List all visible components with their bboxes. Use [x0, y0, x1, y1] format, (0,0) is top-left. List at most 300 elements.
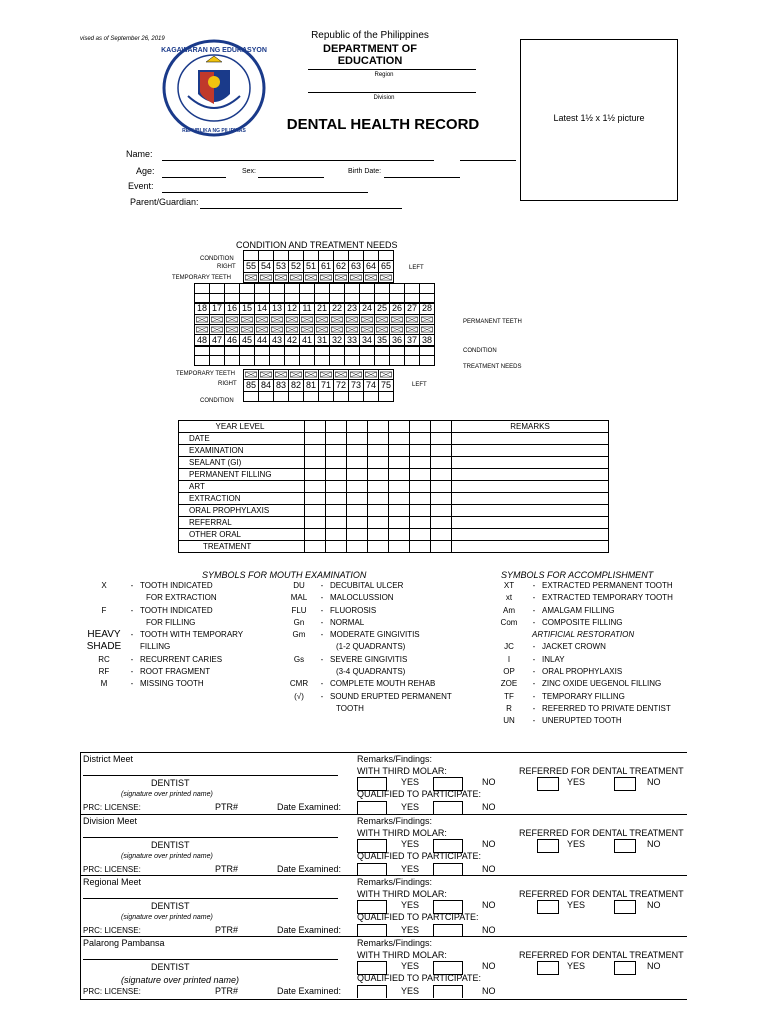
- year-cell[interactable]: [410, 457, 431, 469]
- year-cell[interactable]: [347, 493, 368, 505]
- qualified-no-box[interactable]: [433, 801, 463, 814]
- year-row-label: ART: [179, 481, 305, 493]
- chart-cell[interactable]: [244, 392, 259, 402]
- year-cell[interactable]: [326, 421, 347, 433]
- year-cell[interactable]: [305, 469, 326, 481]
- remarks-cell[interactable]: [452, 517, 609, 529]
- chart-cell[interactable]: [319, 392, 334, 402]
- symbol-code: XT: [503, 581, 515, 590]
- signature-hint: (signature over printed name): [121, 791, 213, 798]
- year-cell[interactable]: [368, 493, 389, 505]
- symbol-row: [284, 592, 484, 604]
- division-line[interactable]: [308, 92, 476, 93]
- tooth-73-surface[interactable]: [349, 370, 364, 380]
- chart-cell[interactable]: [240, 284, 255, 294]
- year-cell[interactable]: [389, 433, 410, 445]
- tooth-42-surface[interactable]: [285, 325, 300, 335]
- symbol-row: [284, 654, 484, 666]
- upper-temp-chart: [243, 250, 394, 283]
- chart-cell[interactable]: [334, 251, 349, 261]
- chart-cell[interactable]: [360, 346, 375, 356]
- chart-cell[interactable]: [345, 284, 360, 294]
- tooth-17-surface[interactable]: [210, 315, 225, 325]
- tooth-38-number: 38: [420, 335, 435, 347]
- year-cell[interactable]: [431, 493, 452, 505]
- tooth-74-surface[interactable]: [364, 370, 379, 380]
- year-cell[interactable]: [347, 433, 368, 445]
- remarks-cell[interactable]: [452, 433, 609, 445]
- year-row-label: OTHER ORAL: [179, 529, 305, 541]
- year-cell[interactable]: [431, 433, 452, 445]
- year-cell[interactable]: [368, 445, 389, 457]
- tooth-23-surface[interactable]: [345, 315, 360, 325]
- dentist-label: DENTIST: [151, 901, 190, 911]
- tooth-43-surface[interactable]: [270, 325, 285, 335]
- dentist-signature-line[interactable]: [83, 763, 338, 776]
- remarks-cell[interactable]: [452, 445, 609, 457]
- referred-yes-label: YES: [567, 961, 586, 971]
- chart-cell[interactable]: [315, 346, 330, 356]
- year-cell[interactable]: [410, 541, 431, 553]
- tooth-26-surface[interactable]: [390, 315, 405, 325]
- chart-cell[interactable]: [255, 346, 270, 356]
- signature-hint: (signature over printed name): [121, 975, 240, 985]
- year-cell[interactable]: [326, 493, 347, 505]
- chart-cell[interactable]: [420, 356, 435, 366]
- tooth-14-surface[interactable]: [255, 315, 270, 325]
- tooth-32-surface[interactable]: [330, 325, 345, 335]
- tooth-52-surface[interactable]: [289, 273, 304, 283]
- age-field[interactable]: [162, 177, 226, 178]
- symbol-code: I: [507, 654, 511, 664]
- tooth-35-surface[interactable]: [375, 325, 390, 335]
- prc-license-label: PRC: LICENSE:: [83, 865, 141, 874]
- tooth-21-surface[interactable]: [315, 315, 330, 325]
- symbol-row: [284, 617, 484, 629]
- chart-cell[interactable]: [345, 346, 360, 356]
- referred-yes-label: YES: [567, 777, 586, 787]
- year-cell[interactable]: [326, 505, 347, 517]
- year-cell[interactable]: [431, 481, 452, 493]
- chart-cell[interactable]: [349, 392, 364, 402]
- year-cell[interactable]: [410, 493, 431, 505]
- tooth-81-surface[interactable]: [304, 370, 319, 380]
- tooth-63-surface[interactable]: [349, 273, 364, 283]
- symbol-code: OP: [503, 667, 515, 677]
- year-cell[interactable]: [347, 421, 368, 433]
- birth-date-field[interactable]: [384, 177, 460, 178]
- year-cell[interactable]: [368, 469, 389, 481]
- chart-cell[interactable]: [289, 251, 304, 261]
- year-cell[interactable]: [431, 421, 452, 433]
- chart-cell[interactable]: [270, 346, 285, 356]
- chart-cell[interactable]: [304, 392, 319, 402]
- tooth-65-surface[interactable]: [379, 273, 394, 283]
- referred-yes-box[interactable]: [537, 961, 559, 975]
- picture-box[interactable]: [520, 39, 678, 201]
- tooth-33-surface[interactable]: [345, 325, 360, 335]
- year-row-label: PERMANENT FILLING: [179, 469, 305, 481]
- year-cell[interactable]: [431, 469, 452, 481]
- qualified-yes-box[interactable]: [357, 985, 387, 998]
- year-cell[interactable]: [410, 481, 431, 493]
- year-cell[interactable]: [410, 421, 431, 433]
- dentist-label: DENTIST: [151, 962, 190, 972]
- event-field[interactable]: [162, 192, 368, 193]
- tooth-61-surface[interactable]: [319, 273, 334, 283]
- year-cell[interactable]: [347, 469, 368, 481]
- chart-cell[interactable]: [390, 346, 405, 356]
- symbol-code: FLU: [291, 605, 307, 615]
- year-cell[interactable]: [368, 457, 389, 469]
- tooth-11-surface[interactable]: [300, 315, 315, 325]
- qualified-yes-label: YES: [401, 986, 420, 996]
- year-cell[interactable]: [410, 445, 431, 457]
- symbol-dash: -: [320, 581, 324, 590]
- chart-cell[interactable]: [259, 251, 274, 261]
- year-cell[interactable]: [410, 529, 431, 541]
- remarks-cell[interactable]: [452, 481, 609, 493]
- year-cell[interactable]: [389, 421, 410, 433]
- year-cell[interactable]: [326, 433, 347, 445]
- year-cell[interactable]: [326, 517, 347, 529]
- referred-no-box[interactable]: [614, 900, 636, 914]
- symbol-code: F: [101, 605, 107, 615]
- tooth-83-surface[interactable]: [274, 370, 289, 380]
- picture-label: Latest 1½ x 1½ picture: [553, 113, 645, 123]
- chart-cell[interactable]: [390, 356, 405, 366]
- tooth-45-surface[interactable]: [240, 325, 255, 335]
- third-molar-label: WITH THIRD MOLAR:: [357, 828, 447, 838]
- year-cell[interactable]: [431, 457, 452, 469]
- year-cell[interactable]: [368, 541, 389, 553]
- symbol-dash: -: [532, 703, 536, 713]
- chart-cell[interactable]: [349, 251, 364, 261]
- symbol-row: [84, 592, 274, 604]
- tooth-71-surface[interactable]: [319, 370, 334, 380]
- remarks-cell[interactable]: [452, 457, 609, 469]
- symbol-code: MAL: [290, 593, 308, 603]
- year-cell[interactable]: [368, 481, 389, 493]
- tooth-48-surface[interactable]: [195, 325, 210, 335]
- chart-cell[interactable]: [379, 392, 394, 402]
- chart-cell[interactable]: [274, 251, 289, 261]
- symbol-text: INLAY: [542, 654, 565, 664]
- tooth-11-number: 11: [300, 303, 315, 315]
- tooth-33-number: 33: [345, 335, 360, 347]
- year-cell[interactable]: [389, 493, 410, 505]
- tooth-34-surface[interactable]: [360, 325, 375, 335]
- tooth-31-surface[interactable]: [315, 325, 330, 335]
- remarks-cell[interactable]: [452, 469, 609, 481]
- condition-label-bottom: CONDITION: [200, 398, 234, 404]
- year-cell[interactable]: [389, 529, 410, 541]
- referred-no-box[interactable]: [614, 777, 636, 791]
- chart-cell[interactable]: [405, 346, 420, 356]
- symbol-dash: -: [532, 642, 536, 652]
- referred-yes-box[interactable]: [537, 900, 559, 914]
- tooth-85-surface[interactable]: [244, 370, 259, 380]
- chart-cell[interactable]: [315, 284, 330, 294]
- chart-cell[interactable]: [210, 356, 225, 366]
- tooth-54-number: 54: [259, 261, 274, 273]
- year-cell[interactable]: [347, 529, 368, 541]
- symbol-text: FOR EXTRACTION: [146, 593, 217, 603]
- tooth-64-surface[interactable]: [364, 273, 379, 283]
- chart-cell[interactable]: [195, 346, 210, 356]
- chart-cell[interactable]: [300, 284, 315, 294]
- year-cell[interactable]: [305, 529, 326, 541]
- year-cell[interactable]: [326, 445, 347, 457]
- tooth-27-surface[interactable]: [405, 315, 420, 325]
- symbol-code: CMR: [289, 679, 309, 689]
- name-field-extra[interactable]: [460, 160, 516, 161]
- year-cell[interactable]: [347, 517, 368, 529]
- year-cell[interactable]: [431, 541, 452, 553]
- year-cell[interactable]: [368, 421, 389, 433]
- referred-no-box[interactable]: [614, 839, 636, 853]
- referred-yes-box[interactable]: [537, 839, 559, 853]
- tooth-18-surface[interactable]: [195, 315, 210, 325]
- year-cell[interactable]: [389, 505, 410, 517]
- chart-cell[interactable]: [315, 356, 330, 366]
- chart-cell[interactable]: [195, 356, 210, 366]
- chart-cell[interactable]: [334, 392, 349, 402]
- year-cell[interactable]: [347, 445, 368, 457]
- chart-cell[interactable]: [210, 284, 225, 294]
- tooth-62-surface[interactable]: [334, 273, 349, 283]
- chart-cell[interactable]: [360, 284, 375, 294]
- tooth-55-surface[interactable]: [244, 273, 259, 283]
- ptr-label: PTR#: [215, 986, 239, 996]
- chart-cell[interactable]: [364, 251, 379, 261]
- remarks-findings-label: Remarks/Findings:: [357, 754, 433, 764]
- chart-cell[interactable]: [390, 284, 405, 294]
- tooth-13-surface[interactable]: [270, 315, 285, 325]
- year-cell[interactable]: [326, 541, 347, 553]
- sex-field[interactable]: [258, 177, 324, 178]
- year-cell[interactable]: [389, 541, 410, 553]
- year-cell[interactable]: [305, 517, 326, 529]
- year-cell[interactable]: [347, 457, 368, 469]
- chart-cell[interactable]: [289, 392, 304, 402]
- region-line[interactable]: [308, 69, 476, 70]
- year-cell[interactable]: [368, 505, 389, 517]
- chart-cell[interactable]: [274, 392, 289, 402]
- year-cell[interactable]: [389, 481, 410, 493]
- chart-cell[interactable]: [375, 346, 390, 356]
- tooth-84-surface[interactable]: [259, 370, 274, 380]
- symbol-text: TOOTH WITH TEMPORARY: [140, 630, 244, 640]
- tooth-27-number: 27: [405, 303, 420, 315]
- remarks-findings-label: Remarks/Findings:: [357, 877, 433, 887]
- dentist-signature-line[interactable]: [83, 947, 338, 960]
- tooth-16-surface[interactable]: [225, 315, 240, 325]
- year-cell[interactable]: [305, 541, 326, 553]
- chart-cell[interactable]: [240, 346, 255, 356]
- qualified-yes-label: YES: [401, 802, 420, 812]
- year-cell[interactable]: [431, 517, 452, 529]
- chart-cell[interactable]: [225, 284, 240, 294]
- tooth-75-surface[interactable]: [379, 370, 394, 380]
- year-cell[interactable]: [347, 505, 368, 517]
- symbol-row: [84, 629, 274, 641]
- chart-cell[interactable]: [195, 284, 210, 294]
- year-row-label: SEALANT (GI): [179, 457, 305, 469]
- chart-cell[interactable]: [420, 346, 435, 356]
- year-cell[interactable]: [368, 529, 389, 541]
- remarks-cell[interactable]: [452, 529, 609, 541]
- referred-no-box[interactable]: [614, 961, 636, 975]
- symbol-dash: -: [130, 630, 134, 640]
- chart-cell[interactable]: [285, 356, 300, 366]
- year-cell[interactable]: [431, 529, 452, 541]
- tooth-54-surface[interactable]: [259, 273, 274, 283]
- tooth-44-surface[interactable]: [255, 325, 270, 335]
- symbol-code: xt: [505, 593, 513, 603]
- year-cell[interactable]: [389, 457, 410, 469]
- year-cell[interactable]: [305, 445, 326, 457]
- tooth-37-surface[interactable]: [405, 325, 420, 335]
- chart-cell[interactable]: [345, 356, 360, 366]
- referred-yes-box[interactable]: [537, 777, 559, 791]
- year-cell[interactable]: [305, 481, 326, 493]
- tooth-72-surface[interactable]: [334, 370, 349, 380]
- year-cell[interactable]: [368, 433, 389, 445]
- tooth-38-surface[interactable]: [420, 325, 435, 335]
- tooth-22-number: 22: [330, 303, 345, 315]
- chart-cell[interactable]: [330, 356, 345, 366]
- tooth-51-surface[interactable]: [304, 273, 319, 283]
- tooth-15-number: 15: [240, 303, 255, 315]
- chart-cell[interactable]: [375, 284, 390, 294]
- qualified-yes-box[interactable]: [357, 801, 387, 814]
- year-cell[interactable]: [305, 433, 326, 445]
- year-cell[interactable]: [305, 457, 326, 469]
- tooth-36-surface[interactable]: [390, 325, 405, 335]
- year-cell[interactable]: [347, 541, 368, 553]
- year-cell[interactable]: [326, 469, 347, 481]
- remarks-cell[interactable]: [452, 493, 609, 505]
- tooth-46-surface[interactable]: [225, 325, 240, 335]
- year-cell[interactable]: [326, 457, 347, 469]
- chart-cell[interactable]: [330, 346, 345, 356]
- year-cell[interactable]: [389, 469, 410, 481]
- remarks-cell[interactable]: [452, 505, 609, 517]
- symbol-code: Gn: [293, 617, 305, 627]
- chart-cell[interactable]: [420, 284, 435, 294]
- tooth-24-surface[interactable]: [360, 315, 375, 325]
- chart-cell[interactable]: [304, 251, 319, 261]
- dentist-signature-line[interactable]: [83, 825, 338, 838]
- chart-cell[interactable]: [225, 346, 240, 356]
- year-cell[interactable]: [389, 445, 410, 457]
- tooth-22-surface[interactable]: [330, 315, 345, 325]
- chart-cell[interactable]: [240, 356, 255, 366]
- year-cell[interactable]: [431, 445, 452, 457]
- symbol-row: [84, 666, 274, 678]
- year-cell[interactable]: [326, 481, 347, 493]
- year-cell[interactable]: [410, 505, 431, 517]
- signature-hint: (signature over printed name): [121, 853, 213, 860]
- chart-cell[interactable]: [364, 392, 379, 402]
- dentist-signature-line[interactable]: [83, 886, 338, 899]
- chart-cell[interactable]: [300, 356, 315, 366]
- guardian-field[interactable]: [200, 208, 402, 209]
- chart-cell[interactable]: [255, 284, 270, 294]
- year-cell[interactable]: [368, 517, 389, 529]
- year-cell[interactable]: [431, 505, 452, 517]
- remarks-cell[interactable]: [452, 541, 609, 553]
- tooth-17-number: 17: [210, 303, 225, 315]
- chart-cell[interactable]: [285, 284, 300, 294]
- name-field[interactable]: [162, 160, 434, 161]
- year-cell[interactable]: [326, 529, 347, 541]
- year-cell[interactable]: [410, 433, 431, 445]
- tooth-28-surface[interactable]: [420, 315, 435, 325]
- chart-cell[interactable]: [270, 356, 285, 366]
- tooth-26-number: 26: [390, 303, 405, 315]
- tooth-61-number: 61: [319, 261, 334, 273]
- chart-cell[interactable]: [244, 251, 259, 261]
- qualified-no-box[interactable]: [433, 985, 463, 998]
- year-cell[interactable]: [410, 469, 431, 481]
- tooth-53-surface[interactable]: [274, 273, 289, 283]
- symbol-dash: -: [532, 581, 536, 590]
- tooth-41-surface[interactable]: [300, 325, 315, 335]
- svg-text:KAGAWARAN NG EDUKASYON: KAGAWARAN NG EDUKASYON: [161, 47, 267, 54]
- third-molar-no-label: NO: [482, 900, 496, 910]
- chart-cell[interactable]: [360, 356, 375, 366]
- year-cell[interactable]: [410, 517, 431, 529]
- chart-cell[interactable]: [300, 346, 315, 356]
- symbol-dash: -: [130, 654, 134, 664]
- tooth-47-number: 47: [210, 335, 225, 347]
- tooth-82-surface[interactable]: [289, 370, 304, 380]
- chart-cell[interactable]: [255, 356, 270, 366]
- year-cell[interactable]: [305, 493, 326, 505]
- chart-cell[interactable]: [225, 356, 240, 366]
- referred-yes-label: YES: [567, 839, 586, 849]
- year-cell[interactable]: [347, 481, 368, 493]
- chart-cell[interactable]: [319, 251, 334, 261]
- third-molar-label: WITH THIRD MOLAR:: [357, 889, 447, 899]
- tooth-12-surface[interactable]: [285, 315, 300, 325]
- symbol-text: UNERUPTED TOOTH: [542, 716, 622, 726]
- year-level-table: [178, 420, 609, 553]
- chart-cell[interactable]: [270, 284, 285, 294]
- chart-cell[interactable]: [375, 356, 390, 366]
- chart-cell[interactable]: [210, 346, 225, 356]
- tooth-47-surface[interactable]: [210, 325, 225, 335]
- year-cell[interactable]: [305, 421, 326, 433]
- symbol-dash: -: [130, 679, 134, 689]
- chart-cell[interactable]: [285, 346, 300, 356]
- chart-cell[interactable]: [379, 251, 394, 261]
- symbol-dash: -: [320, 630, 324, 640]
- chart-cell[interactable]: [405, 356, 420, 366]
- year-cell[interactable]: [305, 505, 326, 517]
- year-cell[interactable]: [389, 517, 410, 529]
- left-label-top: LEFT: [409, 265, 424, 271]
- tooth-25-surface[interactable]: [375, 315, 390, 325]
- symbol-text: MODERATE GINGIVITIS: [330, 630, 420, 640]
- third-molar-yes-label: YES: [401, 777, 420, 787]
- chart-cell[interactable]: [330, 284, 345, 294]
- tooth-15-surface[interactable]: [240, 315, 255, 325]
- chart-cell[interactable]: [259, 392, 274, 402]
- chart-cell[interactable]: [405, 284, 420, 294]
